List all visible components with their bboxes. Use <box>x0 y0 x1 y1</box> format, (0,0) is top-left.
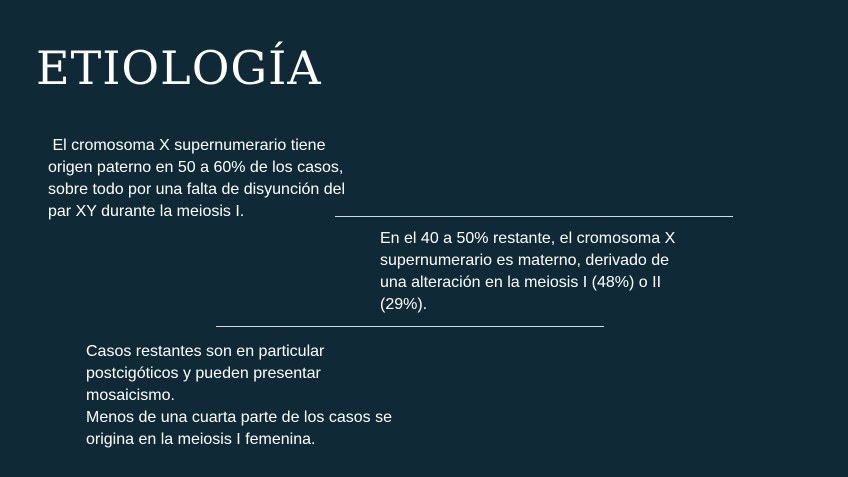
divider-line <box>216 326 604 327</box>
slide-title: ETIOLOGÍA <box>36 41 322 95</box>
text-block-paternal-origin: El cromosoma X supernumerario tiene origen paterno en 50 a 60% de los casos, sobre todo por una falta de disyunción del par XY durante la meiosis I. <box>48 137 346 220</box>
text-block-maternal-origin: En el 40 a 50% restante, el cromosoma X supernumerario es materno, derivado de una alteración en la meiosis I (48%) o II (29%). <box>380 230 676 313</box>
text-block-remaining-cases: Casos restantes son en particular postcigóticos y pueden presentar mosaicismo. Menos de una cuarta parte de los casos se origina en la meiosis I femenina. <box>86 343 392 448</box>
divider-line <box>335 216 733 217</box>
